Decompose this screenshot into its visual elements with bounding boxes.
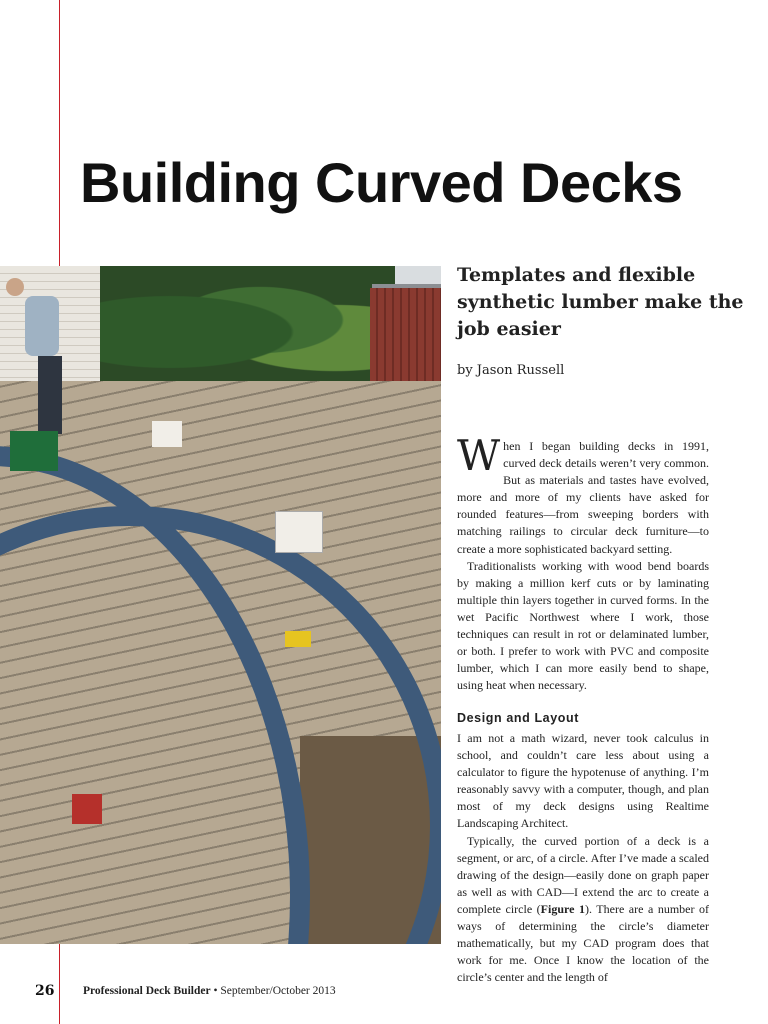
issue-date: September/October 2013 bbox=[220, 985, 336, 997]
photo-bucket bbox=[275, 511, 323, 553]
photo-red-tool bbox=[72, 794, 102, 824]
publication-footer bbox=[83, 985, 336, 997]
paragraph-1-text: hen I began building decks in 1991, curved deck details weren’t very common. But as materials and tastes have evolved, more and more of my clients have asked for rounded features—from sweeping borders with matching railings to circular deck furniture—to create a more sophisticated backyard setting. bbox=[457, 439, 709, 556]
footer-separator: • bbox=[210, 985, 221, 997]
photo-bucket-small bbox=[152, 421, 182, 447]
section-heading: Design and Layout bbox=[457, 711, 580, 725]
photo-worker-body bbox=[25, 296, 59, 356]
body-column-bottom bbox=[457, 730, 709, 985]
deck-photo bbox=[0, 266, 441, 944]
paragraph-2: Traditionalists working with wood bend boards by making a million kerf cuts or by laminating multiple thin layers together in curved forms. In the wet Pacific Northwest where I work, those techniques can result in rot or delaminated lumber, or both. I prefer to work with PVC and composite lumber, which I can more easily bend to shape, using heat when necessary. bbox=[457, 558, 709, 693]
byline: by Jason Russell bbox=[457, 363, 565, 378]
photo-trees bbox=[95, 266, 395, 386]
paragraph-4-end: ). There are a number of ways of determining the circle’s diameter mathematically, but my CAD program does that work for me. Once I know the location of the circle’s center and the length of bbox=[457, 901, 709, 985]
body-column-top bbox=[457, 431, 709, 698]
photo-worker-legs bbox=[38, 356, 62, 434]
figure-reference: Figure 1 bbox=[540, 901, 585, 916]
paragraph-4-start: Typically, the curved portion of a deck is a segment, or arc, of a circle. After I’ve made a scaled drawing of the design—easily done on graph paper as well as with CAD—I extend the arc to create a complete circle ( bbox=[457, 833, 709, 916]
paragraph-3: I am not a math wizard, never took calculus in school, and couldn’t care less about using a calculator to figure the hypotenuse of anything. I’m reasonably savvy with a computer, though, and plan most of my deck designs using Realtime Landscaping Architect. bbox=[457, 731, 709, 831]
page-number: 26 bbox=[35, 983, 55, 999]
drop-cap: W bbox=[457, 431, 501, 480]
paragraph-1 bbox=[457, 431, 709, 558]
photo-worker-head bbox=[6, 278, 24, 296]
photo-yellow-block bbox=[285, 631, 311, 647]
publication-name: Professional Deck Builder bbox=[83, 985, 211, 997]
paragraph-4 bbox=[457, 833, 709, 987]
article-subtitle: Templates and flexible synthetic lumber make the job easier bbox=[457, 264, 744, 340]
photo-green-crate bbox=[10, 431, 58, 471]
article-title: Building Curved Decks bbox=[80, 151, 683, 214]
